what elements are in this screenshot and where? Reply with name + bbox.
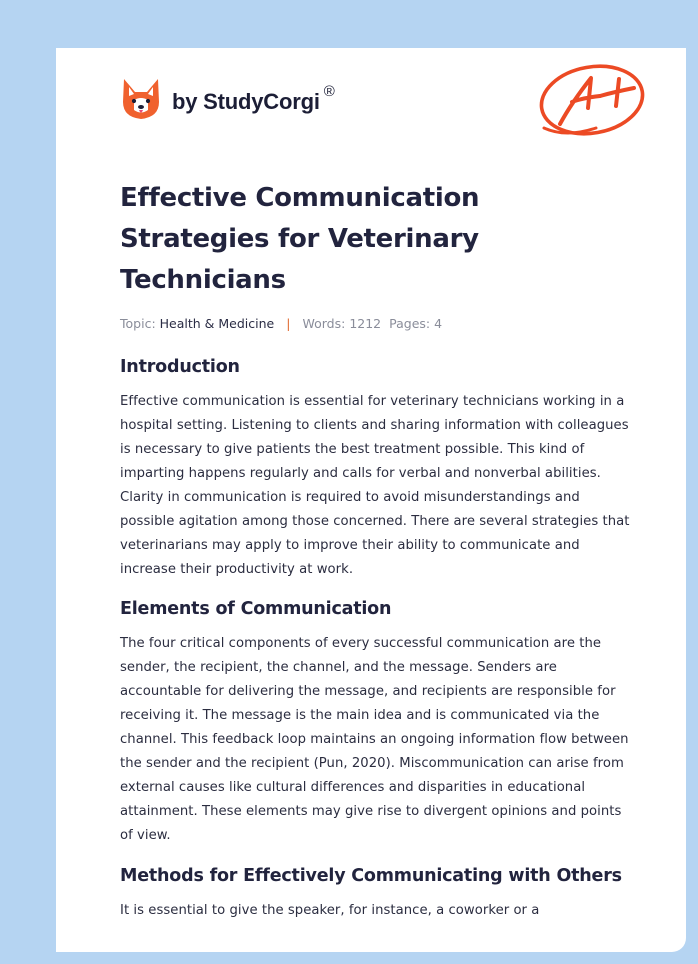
- corgi-logo-icon: [120, 76, 162, 122]
- words-label: Words:: [302, 316, 346, 331]
- pages-label: Pages:: [389, 316, 431, 331]
- topic-label: Topic:: [120, 316, 156, 331]
- meta-separator: |: [286, 316, 291, 331]
- pages-count: 4: [434, 316, 443, 331]
- section-paragraph: Effective communication is essential for veterinary technicians working in a hospital setting. Listening to clients and sharing information with colleagues is necessary to give patients the best treatment possible. This kind of imparting happens regularly and calls for verbal and nonverbal abilities. Clarity in communication is required to avoid misunderstandings and possible agitation among those concerned. There are several strategies that veterinarians may apply to improve their ability to communicate and increase their productivity at work.: [120, 394, 630, 577]
- registered-mark: ®: [323, 83, 335, 100]
- article-title: Effective Communication Strategies for Veterinary Technicians: [120, 183, 480, 295]
- article-meta: [120, 316, 630, 331]
- brand-text: by StudyCorgi: [172, 89, 320, 114]
- section-heading: Methods for Effectively Communicating with Others: [120, 866, 622, 886]
- a-plus-grade-icon: [536, 58, 652, 140]
- section-heading: Elements of Communication: [120, 599, 392, 619]
- brand-name: [172, 83, 335, 115]
- document-page: [56, 48, 686, 952]
- section-heading: Introduction: [120, 357, 240, 377]
- brand-logo[interactable]: [120, 76, 335, 122]
- page-header: [56, 48, 686, 158]
- topic-link[interactable]: Health & Medicine: [159, 316, 275, 331]
- section-paragraph: The four critical components of every successful communication are the sender, the recipient, the channel, and the message. Senders are accountable for delivering the message, and recipients are responsible for receiving it. The message is the main idea and is communicated via the channel. This feedback loop maintains an ongoing information flow between the sender and the recipient (Pun, 2020). Miscommunication can arise from external causes like cultural differences and disparities in educational attainment. These elements may give rise to divergent opinions and points of view.: [120, 636, 629, 843]
- words-count: 1212: [349, 316, 382, 331]
- article: [120, 178, 630, 923]
- section-paragraph: It is essential to give the speaker, for instance, a coworker or a: [120, 903, 540, 918]
